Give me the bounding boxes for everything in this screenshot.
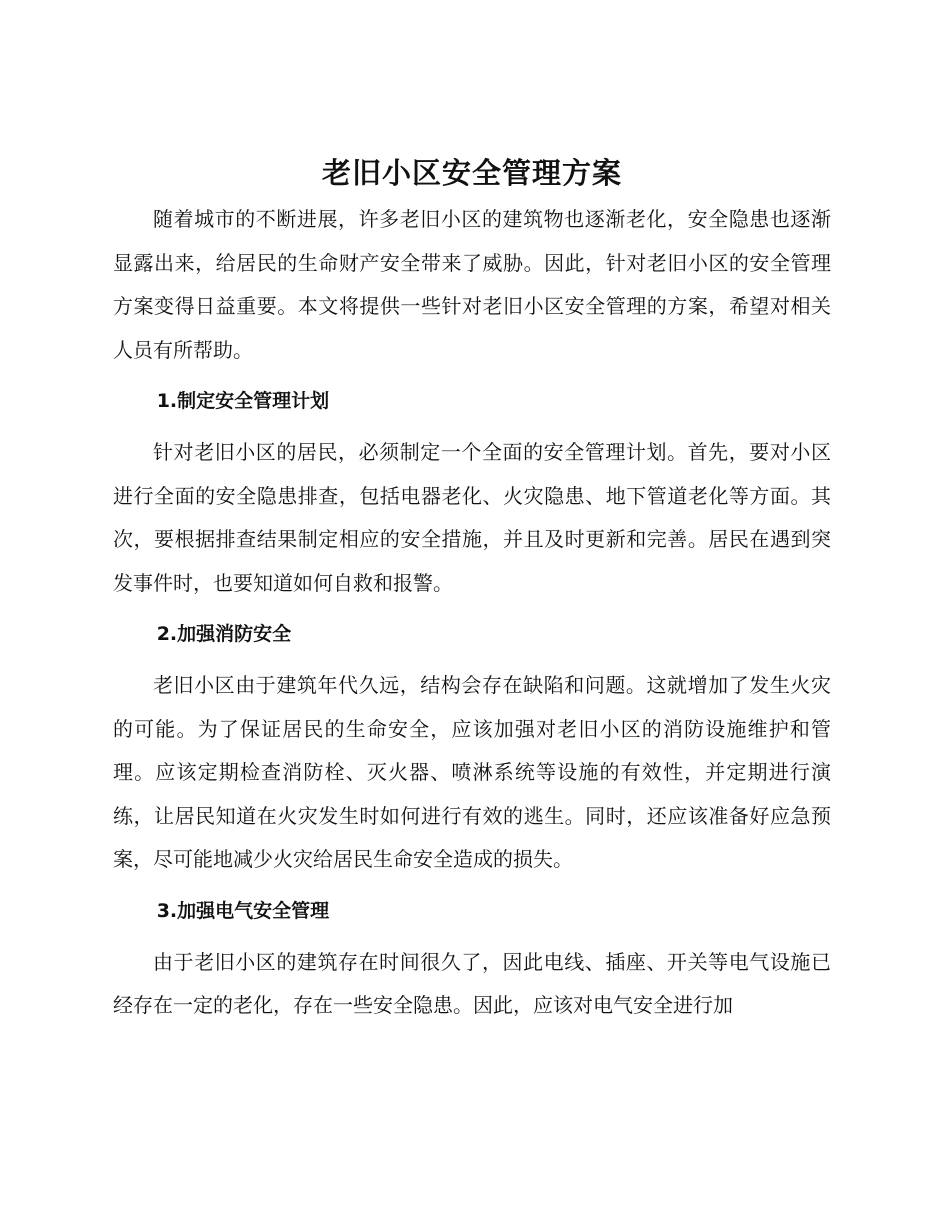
- section-2-heading: 2.加强消防安全: [156, 623, 292, 645]
- section-1-heading: 1.制定安全管理计划: [156, 390, 330, 412]
- section-3-body: 由于老旧小区的建筑存在时间很久了，因此电线、插座、开关等电气设施已经存在一定的老化，存在一些安全隐患。因此，应该对电气安全进行加: [113, 949, 831, 1017]
- intro-paragraph: 随着城市的不断进展，许多老旧小区的建筑物也逐渐老化，安全隐患也逐渐显露出来，给居民的生命财产安全带来了威胁。因此，针对老旧小区的安全管理方案变得日益重要。本文将提供一些针对老旧小区安全管理的方案，希望对相关人员有所帮助。: [113, 207, 831, 362]
- section-1-body: 针对老旧小区的居民，必须制定一个全面的安全管理计划。首先，要对小区进行全面的安全隐患排查，包括电器老化、火灾隐患、地下管道老化等方面。其次，要根据排查结果制定相应的安全措施，并且及时更新和完善。居民在遇到突发事件时，也要知道如何自救和报警。: [113, 440, 831, 595]
- document-title: 老旧小区安全管理方案: [321, 156, 622, 190]
- document-page: [113, 148, 831, 1028]
- section-3-heading: 3.加强电气安全管理: [156, 899, 330, 922]
- section-2-body: 老旧小区由于建筑年代久远，结构会存在缺陷和问题。这就增加了发生火灾的可能。为了保证居民的生命安全，应该加强对老旧小区的消防设施维护和管理。应该定期检查消防栓、灭火器、喷淋系统等设施的有效性，并定期进行演练，让居民知道在火灾发生时如何进行有效的逃生。同时，还应该准备好应急预案，尽可能地减少火灾给居民生命安全造成的损失。: [113, 673, 831, 871]
